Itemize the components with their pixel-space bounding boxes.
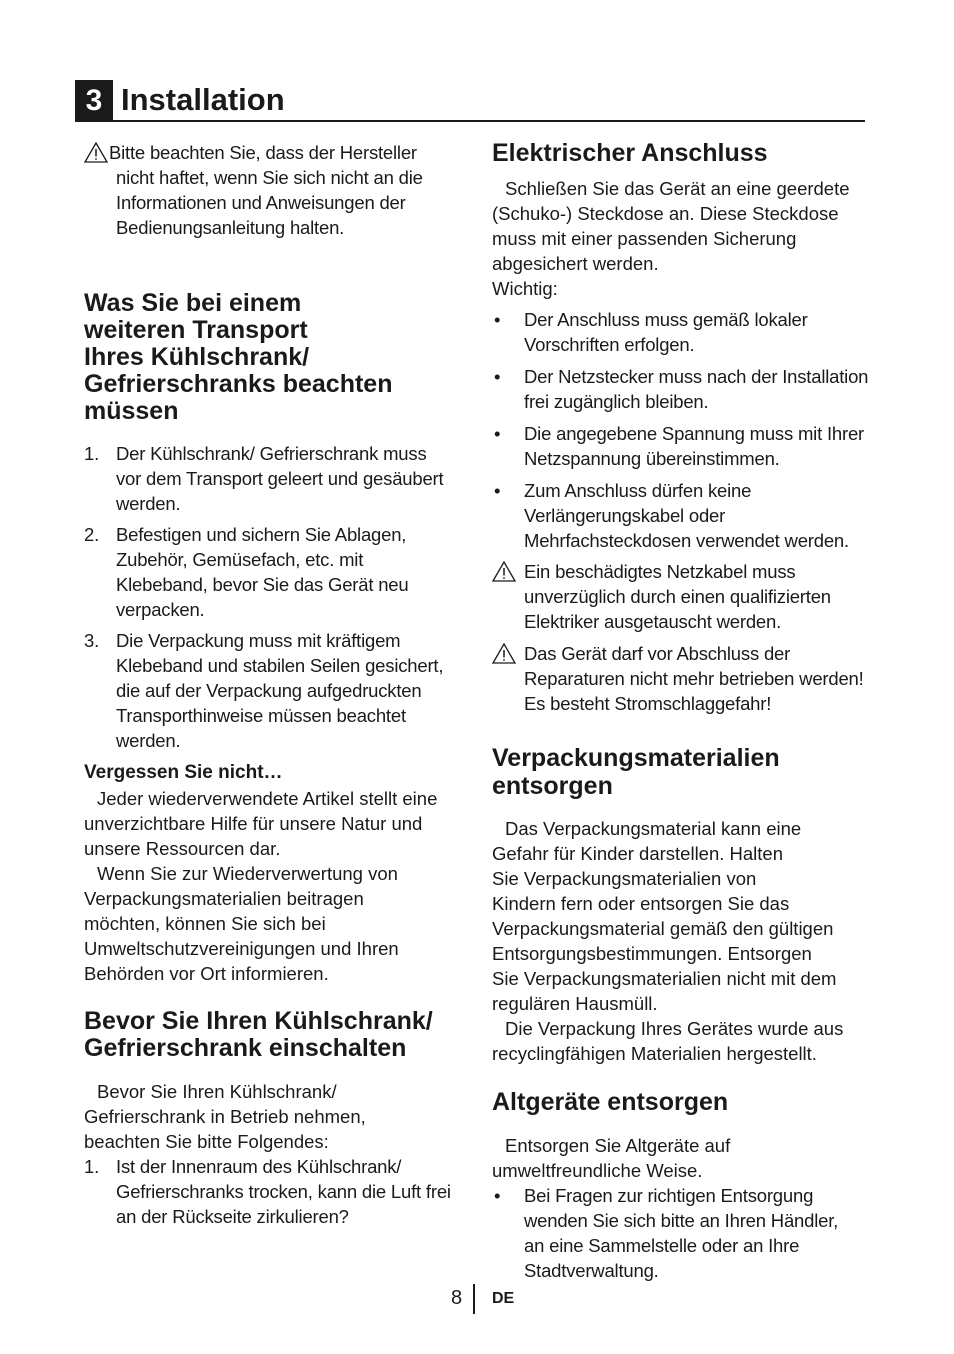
bullet: • xyxy=(494,309,501,330)
text-line: Sie Verpackungsmaterialien von xyxy=(492,868,757,889)
electric-heading: Elektrischer Anschluss xyxy=(492,139,768,167)
text-line: Verpackungsmaterial gemäß den gültigen xyxy=(492,918,834,939)
list-line: Der Kühlschrank/ Gefrierschrank muss xyxy=(116,443,427,464)
list-number: 3. xyxy=(84,630,100,651)
bullet: • xyxy=(494,480,501,501)
bullet-line: Vorschriften erfolgen. xyxy=(524,334,695,355)
warning-repair xyxy=(492,641,880,716)
text-line: regulären Hausmüll. xyxy=(492,993,658,1014)
list-line: Transporthinweise müssen beachtet xyxy=(116,705,406,726)
text-line: Entsorgen Sie Altgeräte auf xyxy=(505,1135,731,1156)
bullet-line: frei zugänglich bleiben. xyxy=(524,391,709,412)
transport-heading xyxy=(84,290,466,425)
bullet-line: an eine Sammelstelle oder an Ihre xyxy=(524,1235,800,1256)
left-column xyxy=(84,140,466,1229)
text-line: Verpackungsmaterialien beitragen xyxy=(84,888,364,909)
before-list xyxy=(84,1154,466,1229)
bullet: • xyxy=(494,1185,501,1206)
chapter-header xyxy=(75,80,865,122)
list-line: Gefrierschranks trocken, kann die Luft frei xyxy=(116,1181,451,1202)
forget-paragraph-2 xyxy=(84,861,466,986)
heading-line: Gefrierschrank einschalten xyxy=(84,1034,407,1062)
text-line: Gefrierschrank in Betrieb nehmen, xyxy=(84,1106,366,1127)
bullet-line: Stadtverwaltung. xyxy=(524,1260,659,1281)
bullet-item xyxy=(492,307,880,357)
bullet: • xyxy=(494,366,501,387)
text-line: Jeder wiederverwendete Artikel stellt eine xyxy=(97,788,438,809)
heading-line: müssen xyxy=(84,397,179,425)
text-line: Gefahr für Kinder darstellen. Halten xyxy=(492,843,784,864)
bullet-line: Die angegebene Spannung muss mit Ihrer xyxy=(524,423,865,444)
text-line: Die Verpackung Ihres Gerätes wurde aus xyxy=(505,1018,844,1039)
text-line: möchten, können Sie sich bei xyxy=(84,913,326,934)
warning-line: Reparaturen nicht mehr betrieben werden! xyxy=(524,668,864,689)
list-line: verpacken. xyxy=(116,599,205,620)
packaging-paragraph-2 xyxy=(492,1016,880,1066)
list-item xyxy=(84,441,466,516)
list-line: Befestigen und sichern Sie Ablagen, xyxy=(116,524,407,545)
bullet-line: Netzspannung übereinstimmen. xyxy=(524,448,780,469)
warning-triangle-icon xyxy=(84,142,108,163)
list-line: an der Rückseite zirkulieren? xyxy=(116,1206,349,1227)
text-line: Schließen Sie das Gerät an eine geerdete xyxy=(505,178,850,199)
list-line: Klebeband, bevor Sie das Gerät neu xyxy=(116,574,409,595)
list-number: 1. xyxy=(84,1156,100,1177)
list-line: Die Verpackung muss mit kräftigem xyxy=(116,630,401,651)
electric-bullets xyxy=(492,307,880,553)
list-item xyxy=(84,522,466,622)
text-line: Sie Verpackungsmaterialien nicht mit dem xyxy=(492,968,837,989)
bullet-item xyxy=(492,364,880,414)
list-number: 2. xyxy=(84,524,100,545)
language-code: DE xyxy=(492,1290,515,1307)
transport-list xyxy=(84,441,466,753)
important-label: Wichtig: xyxy=(492,278,558,299)
bullet-line: Der Netzstecker muss nach der Installation xyxy=(524,366,869,387)
warning-cable xyxy=(492,559,880,634)
before-intro xyxy=(84,1079,466,1154)
warning-line: Es besteht Stromschlaggefahr! xyxy=(524,693,772,714)
list-number: 1. xyxy=(84,443,100,464)
warning-line: Das Gerät darf vor Abschluss der xyxy=(524,643,791,664)
bullet-line: wenden Sie sich bitte an Ihren Händler, xyxy=(524,1210,839,1231)
text-line: Behörden vor Ort informieren. xyxy=(84,963,329,984)
warning-line: unverzüglich durch einen qualifizierten xyxy=(524,586,831,607)
text-line: unverzichtbare Hilfe für unsere Natur und xyxy=(84,813,423,834)
text-line: (Schuko-) Steckdose an. Diese Steckdose xyxy=(492,203,839,224)
packaging-heading xyxy=(492,744,880,800)
bullet-line: Bei Fragen zur richtigen Entsorgung xyxy=(524,1185,814,1206)
warning-triangle-icon xyxy=(492,561,516,582)
old-devices-paragraph xyxy=(492,1133,880,1183)
bullet: • xyxy=(494,423,501,444)
heading-line: Verpackungsmaterialien xyxy=(492,744,780,772)
bullet-item xyxy=(492,1183,880,1283)
heading-line: Bevor Sie Ihren Kühlschrank/ xyxy=(84,1007,433,1035)
right-column xyxy=(492,140,880,1283)
before-heading xyxy=(84,1008,466,1062)
intro-warning-line: nicht haftet, wenn Sie sich nicht an die xyxy=(116,167,423,188)
bullet-line: Verlängerungskabel oder xyxy=(524,505,726,526)
list-item xyxy=(84,1154,466,1229)
list-line: werden. xyxy=(116,493,181,514)
list-item xyxy=(84,628,466,753)
page-number: 8 xyxy=(451,1287,463,1309)
old-devices-heading: Altgeräte entsorgen xyxy=(492,1088,729,1116)
electric-paragraph xyxy=(492,176,880,276)
text-line: Umweltschutzvereinigungen und Ihren xyxy=(84,938,399,959)
list-line: Klebeband und stabilen Seilen gesichert, xyxy=(116,655,444,676)
text-line: muss mit einer passenden Sicherung xyxy=(492,228,797,249)
text-line: Entsorgungsbestimmungen. Entsorgen xyxy=(492,943,812,964)
heading-line: weiteren Transport xyxy=(84,316,308,344)
text-line: unsere Ressourcen dar. xyxy=(84,838,281,859)
heading-line: Was Sie bei einem xyxy=(84,289,302,317)
heading-line: Ihres Kühlschrank/ xyxy=(84,343,310,371)
warning-triangle-icon xyxy=(492,643,516,664)
forget-heading: Vergessen Sie nicht… xyxy=(84,762,283,783)
intro-warning-line: Bedienungsanleitung halten. xyxy=(116,217,345,238)
text-line: Bevor Sie Ihren Kühlschrank/ xyxy=(97,1081,337,1102)
forget-paragraph-1 xyxy=(84,786,466,861)
old-devices-bullets xyxy=(492,1183,880,1283)
text-line: recyclingfähigen Materialien hergestellt. xyxy=(492,1043,817,1064)
list-line: Ist der Innenraum des Kühlschrank/ xyxy=(116,1156,402,1177)
bullet-line: Der Anschluss muss gemäß lokaler xyxy=(524,309,808,330)
text-line: Kindern fern oder entsorgen Sie das xyxy=(492,893,790,914)
intro-warning-line: Bitte beachten Sie, dass der Hersteller xyxy=(109,142,417,163)
bullet-line: Mehrfachsteckdosen verwendet werden. xyxy=(524,530,849,551)
bullet-item xyxy=(492,421,880,471)
heading-line: entsorgen xyxy=(492,772,613,800)
list-line: vor dem Transport geleert und gesäubert xyxy=(116,468,444,489)
text-line: Wenn Sie zur Wiederverwertung von xyxy=(97,863,398,884)
warning-line: Ein beschädigtes Netzkabel muss xyxy=(524,561,796,582)
text-line: abgesichert werden. xyxy=(492,253,659,274)
bullet-line: Zum Anschluss dürfen keine xyxy=(524,480,752,501)
intro-warning-line: Informationen und Anweisungen der xyxy=(116,192,406,213)
text-line: umweltfreundliche Weise. xyxy=(492,1160,703,1181)
chapter-title: Installation xyxy=(121,82,285,117)
list-line: die auf der Verpackung aufgedruckten xyxy=(116,680,422,701)
packaging-paragraph-1 xyxy=(492,816,880,1016)
text-line: beachten Sie bitte Folgendes: xyxy=(84,1131,329,1152)
intro-warning xyxy=(84,140,466,240)
chapter-number: 3 xyxy=(75,80,113,122)
warning-line: Elektriker ausgetauscht werden. xyxy=(524,611,782,632)
list-line: werden. xyxy=(116,730,181,751)
heading-line: Gefrierschranks beachten xyxy=(84,370,393,398)
list-line: Zubehör, Gemüsefach, etc. mit xyxy=(116,549,364,570)
text-line: Das Verpackungsmaterial kann eine xyxy=(505,818,802,839)
footer-divider xyxy=(473,1284,475,1314)
bullet-item xyxy=(492,478,880,553)
